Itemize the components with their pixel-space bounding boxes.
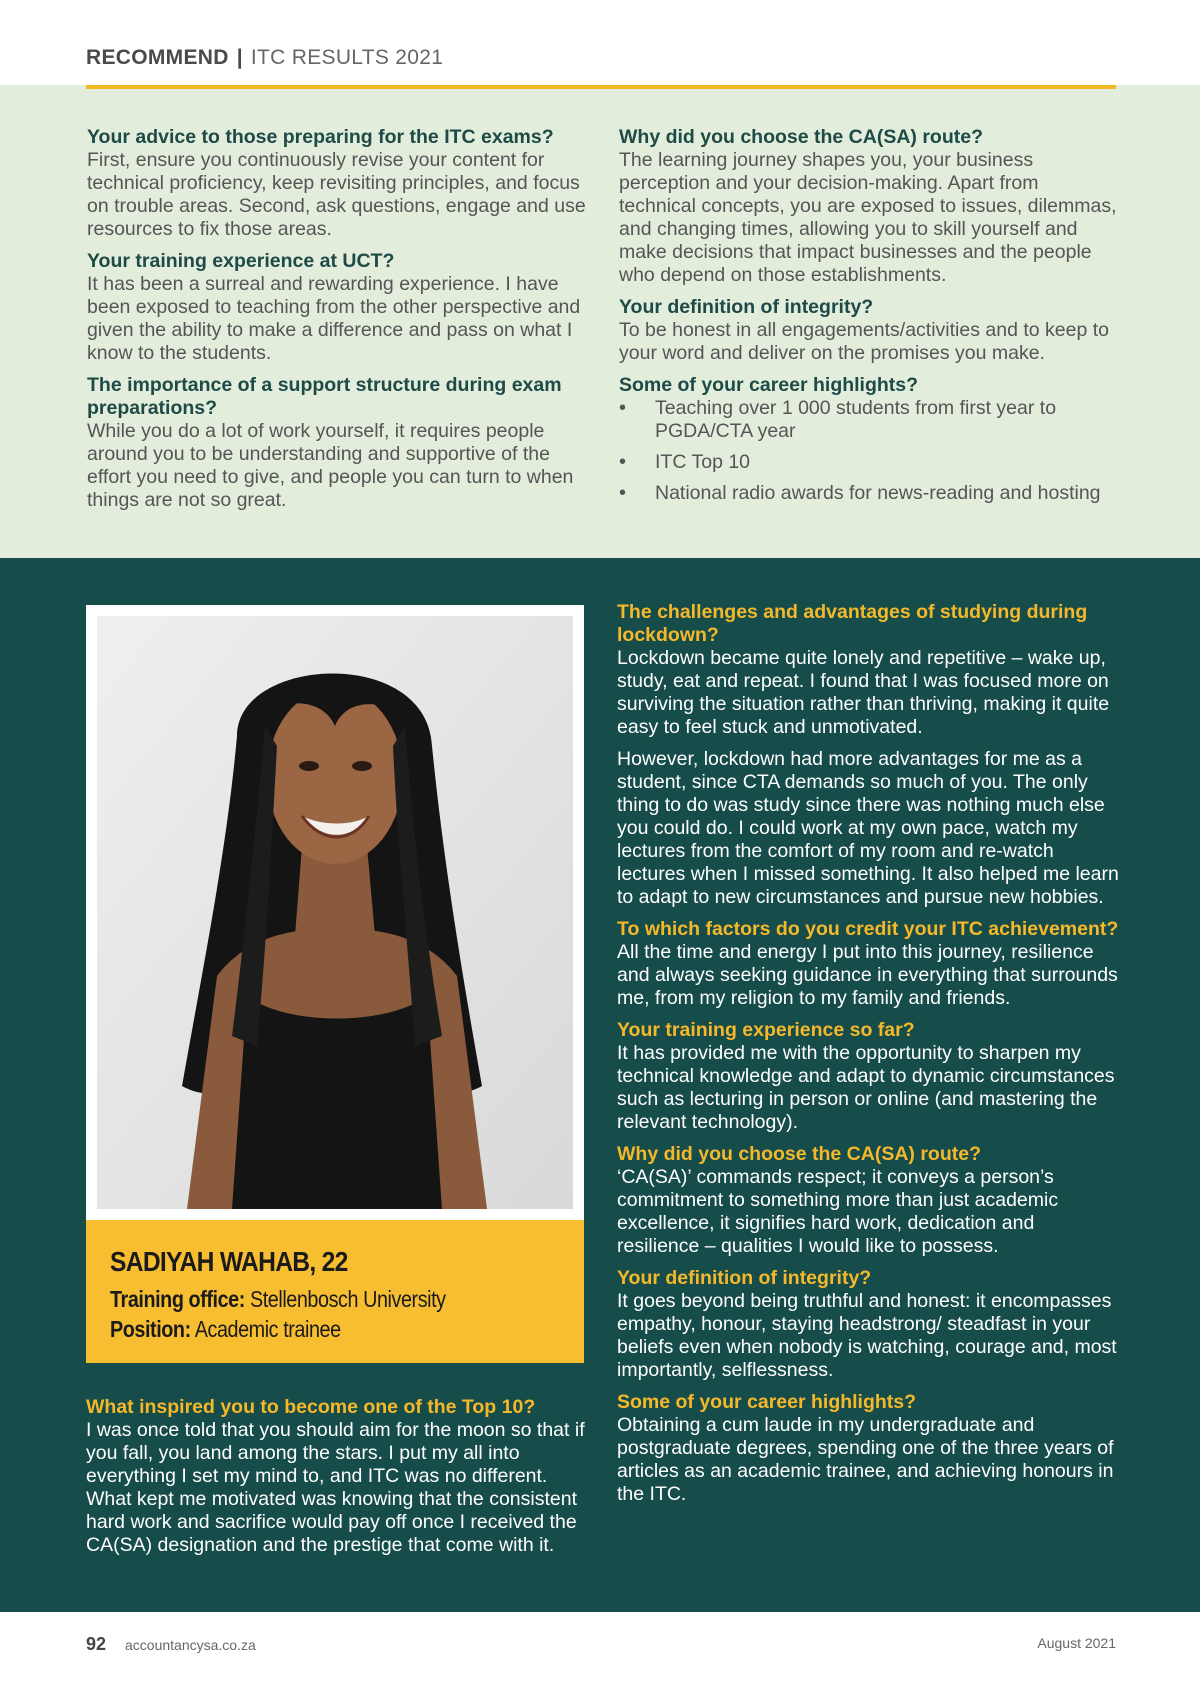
answer-text: ‘CA(SA)’ commands respect; it conveys a person’s commitment to something more than just academic excellence, it signifies hard work, dedication and resilience – qualities I would like to possess.: [617, 1166, 1059, 1257]
answer-text: It has provided me with the opportunity to sharpen my technical knowledge and adapt to dynamic circumstances such as lecturing in person or online (and mastering the relevant technology).: [617, 1042, 1115, 1133]
portrait-illustration: [97, 616, 573, 1209]
section-name: RECOMMEND: [86, 46, 229, 69]
page-header: [86, 46, 443, 76]
upper-right-column: [619, 126, 1119, 513]
position-value: Academic trainee: [194, 1316, 341, 1342]
issue-date: August 2021: [1037, 1635, 1116, 1651]
answer-text: While you do a lot of work yourself, it requires people around you to be understanding and supportive of the effort you need to give, and people you can turn to when things are not so great.: [87, 420, 574, 511]
upper-left-column: [87, 126, 587, 521]
issue-title: ITC RESULTS 2021: [250, 46, 444, 69]
question-heading: What inspired you to become one of the Top 10?: [86, 1396, 536, 1418]
answer-text: Obtaining a cum laude in my undergraduate and postgraduate degrees, spending one of the three years of articles as an academic trainee, and achieving honours in the ITC.: [617, 1414, 1114, 1505]
answer-text: It has been a surreal and rewarding experience. I have been exposed to teaching from the other perspective and given the ability to make a difference and pass on what I know to the students.: [87, 273, 581, 364]
answer-text: First, ensure you continuously revise your content for technical proficiency, keep revisiting principles, and focus on trouble areas. Second, ask questions, engage and use resources to fix those areas.: [87, 149, 586, 240]
website-link[interactable]: accountancysa.co.za: [125, 1637, 256, 1653]
question-heading: Some of your career highlights?: [619, 374, 919, 396]
question-heading: Some of your career highlights?: [617, 1391, 917, 1413]
answer-text: The learning journey shapes you, your business perception and your decision-making. Apart from technical concepts, you are exposed to issues, dilemmas, and changing times, allowing you to skill yourself and make decisions that impact businesses and the people who depend on those establishments.: [619, 149, 1117, 286]
answer-text: To be honest in all engagements/activities and to keep to your word and deliver on the promises you make.: [619, 319, 1109, 364]
answer-text: However, lockdown had more advantages for me as a student, since CTA demands so much of you. The only thing to do was study since there was nothing much else you could do. I could work at my own pace, watch my lectures from the comfort of my room and re-watch lectures when I missed something. It also helped me learn to adapt to new circumstances and pursue new hobbies.: [617, 748, 1119, 908]
question-heading: Your training experience so far?: [617, 1019, 915, 1041]
profile-photo: [97, 616, 573, 1209]
highlights-list: [619, 397, 1119, 505]
question-heading: The challenges and advantages of studying during lockdown?: [617, 601, 1088, 646]
header-rule: [86, 85, 1116, 89]
position-label: Position:: [110, 1316, 191, 1342]
training-office-value: Stellenbosch University: [249, 1286, 446, 1312]
highlight-item: • Teaching over 1 000 students from first year to PGDA/CTA year: [619, 397, 1119, 443]
question-heading: To which factors do you credit your ITC achievement?: [617, 918, 1119, 940]
question-heading: Your advice to those preparing for the ITC exams?: [87, 126, 554, 148]
question-heading: Your definition of integrity?: [617, 1267, 872, 1289]
question-heading: Why did you choose the CA(SA) route?: [619, 126, 983, 148]
highlight-item: • National radio awards for news-reading and hosting: [619, 482, 1119, 505]
answer-text: All the time and energy I put into this journey, resilience and always seeking guidance in everything that surrounds me, from my religion to my family and friends.: [617, 941, 1118, 1009]
profile-name: SADIYAH WAHAB, 22: [110, 1246, 348, 1277]
lower-left-column: [86, 1396, 586, 1566]
answer-text: It goes beyond being truthful and honest: it encompasses empathy, honour, staying headstrong/ steadfast in your beliefs even when nobody is watching, courage and, most importantly, selflessness.: [617, 1290, 1117, 1381]
question-heading: The importance of a support structure during exam preparations?: [87, 374, 562, 419]
question-heading: Why did you choose the CA(SA) route?: [617, 1143, 981, 1165]
position-line: [110, 1316, 341, 1343]
question-heading: Your training experience at UCT?: [87, 250, 395, 272]
answer-text: I was once told that you should aim for the moon so that if you fall, you land among the stars. I put my all into everything I set my mind to, and ITC was no different. What kept me motivated was knowing that the consistent hard work and sacrifice would pay off once I received the CA(SA) designation and the prestige that come with it.: [86, 1419, 585, 1556]
highlight-item: • ITC Top 10: [619, 451, 1119, 474]
page-number: 92: [86, 1634, 107, 1654]
lower-right-column: [617, 601, 1119, 1515]
training-office-line: [110, 1286, 446, 1313]
question-heading: Your definition of integrity?: [619, 296, 874, 318]
training-office-label: Training office:: [110, 1286, 245, 1312]
answer-text: Lockdown became quite lonely and repetitive – wake up, study, eat and repeat. I found that I was focused more on surviving the situation rather than thriving, making it quite easy to feel stuck and unmotivated.: [617, 647, 1110, 738]
header-separator: |: [236, 46, 243, 69]
profile-name-card: [86, 1220, 584, 1363]
